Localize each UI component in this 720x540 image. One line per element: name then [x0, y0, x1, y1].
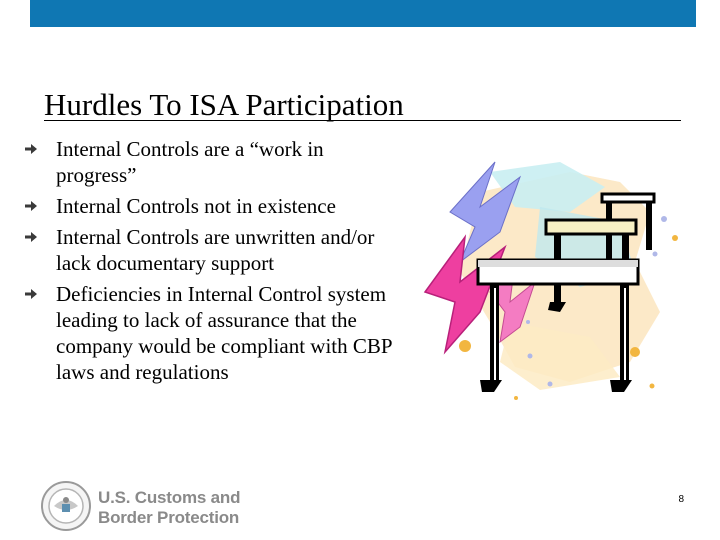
bullet-text: Deficiencies in Internal Control system leading to lack of assurance that the company would be compliant with CBP laws and regulations: [56, 282, 392, 384]
logo-line-2: Border Protection: [98, 508, 240, 527]
logo-line-1: U.S. Customs and: [98, 488, 241, 507]
bullet-list: [24, 136, 394, 390]
slide-title: Hurdles To ISA Participation: [44, 87, 404, 122]
page-number: 8: [678, 494, 684, 505]
right-arrow-icon: [24, 142, 38, 156]
right-arrow-icon: [24, 199, 38, 213]
bullet-text: Internal Controls are unwritten and/or lack documentary support: [56, 225, 375, 275]
bullet-item: [24, 136, 394, 188]
right-arrow-icon: [24, 287, 38, 301]
title-underline: [44, 120, 681, 121]
cbp-logo: [40, 478, 240, 536]
right-arrow-icon: [24, 230, 38, 244]
logo-wordmark: [98, 488, 240, 528]
top-accent-bar: [30, 0, 696, 27]
bullet-item: [24, 193, 394, 219]
school-desks-clipart: [420, 152, 690, 412]
bullet-item: [24, 281, 394, 385]
bullet-text: Internal Controls not in existence: [56, 194, 336, 218]
bullet-item: [24, 224, 394, 276]
bullet-text: Internal Controls are a “work in progress”: [56, 137, 324, 187]
cbp-seal-icon: [40, 480, 92, 532]
